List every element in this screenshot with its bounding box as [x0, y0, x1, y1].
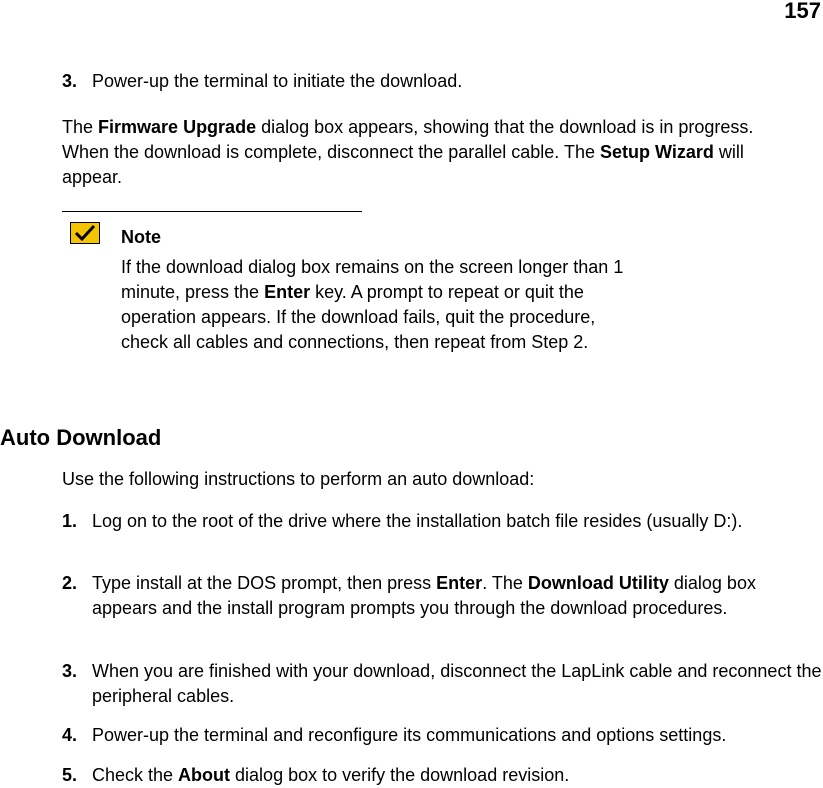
bold-term: Firmware Upgrade: [98, 117, 257, 137]
step-number: 1.: [62, 511, 78, 531]
text-run: Type install at the DOS prompt, then press: [92, 573, 437, 593]
step-number: 2.: [62, 573, 78, 593]
text-run: . The: [482, 573, 528, 593]
text-run: key. A prompt to repeat or quit the operation appears. If the download fails, quit the procedure, check all cables and connections, then repeat from Step 2.: [121, 282, 596, 352]
step-text: Power-up the terminal to initiate the download.: [92, 71, 463, 91]
intro-paragraph: [62, 115, 802, 190]
step-item: [62, 69, 822, 94]
step-item: [62, 763, 822, 788]
note-body: [121, 255, 641, 355]
step-text: [92, 763, 822, 788]
bold-term: About: [178, 765, 231, 785]
bold-term: Enter: [436, 573, 483, 593]
section-heading: Auto Download: [0, 425, 162, 450]
step-text: When you are finished with your download, disconnect the LapLink cable and reconnect the peripheral cables.: [92, 661, 822, 706]
text-run: The: [62, 117, 99, 137]
note-divider: [62, 211, 362, 212]
text-run: Check the: [92, 765, 179, 785]
step-item: [62, 723, 822, 748]
step-number: 3.: [62, 661, 78, 681]
bold-term: Setup Wizard: [600, 142, 714, 162]
page-number: 157: [784, 0, 821, 23]
step-number: 4.: [62, 725, 78, 745]
text-run: dialog box to verify the download revision.: [230, 765, 570, 785]
step-text: Log on to the root of the drive where the installation batch file resides (usually D:).: [92, 511, 743, 531]
text-run: If the download dialog box remains on the screen longer than 1 minute, press the: [121, 257, 624, 302]
step-text: [92, 571, 822, 621]
step-number: 3.: [62, 71, 78, 91]
step-item: [62, 509, 822, 534]
bold-term: Enter: [264, 282, 311, 302]
checkmark-icon: [70, 222, 100, 244]
note-title: Note: [121, 227, 161, 247]
step-item: [62, 659, 822, 709]
step-item: [62, 571, 822, 621]
step-number: 5.: [62, 765, 78, 785]
text-run: dialog box appears and the install program prompts you through the download procedures.: [92, 573, 756, 618]
text-run: dialog box appears, showing that the download is in progress. When the download is complete, disconnect the parallel cable. The: [62, 117, 754, 162]
section-intro: Use the following instructions to perform an auto download:: [62, 469, 535, 489]
text-run: will appear.: [62, 142, 744, 187]
bold-term: Download Utility: [527, 573, 669, 593]
step-text: Power-up the terminal and reconfigure its communications and options settings.: [92, 725, 727, 745]
